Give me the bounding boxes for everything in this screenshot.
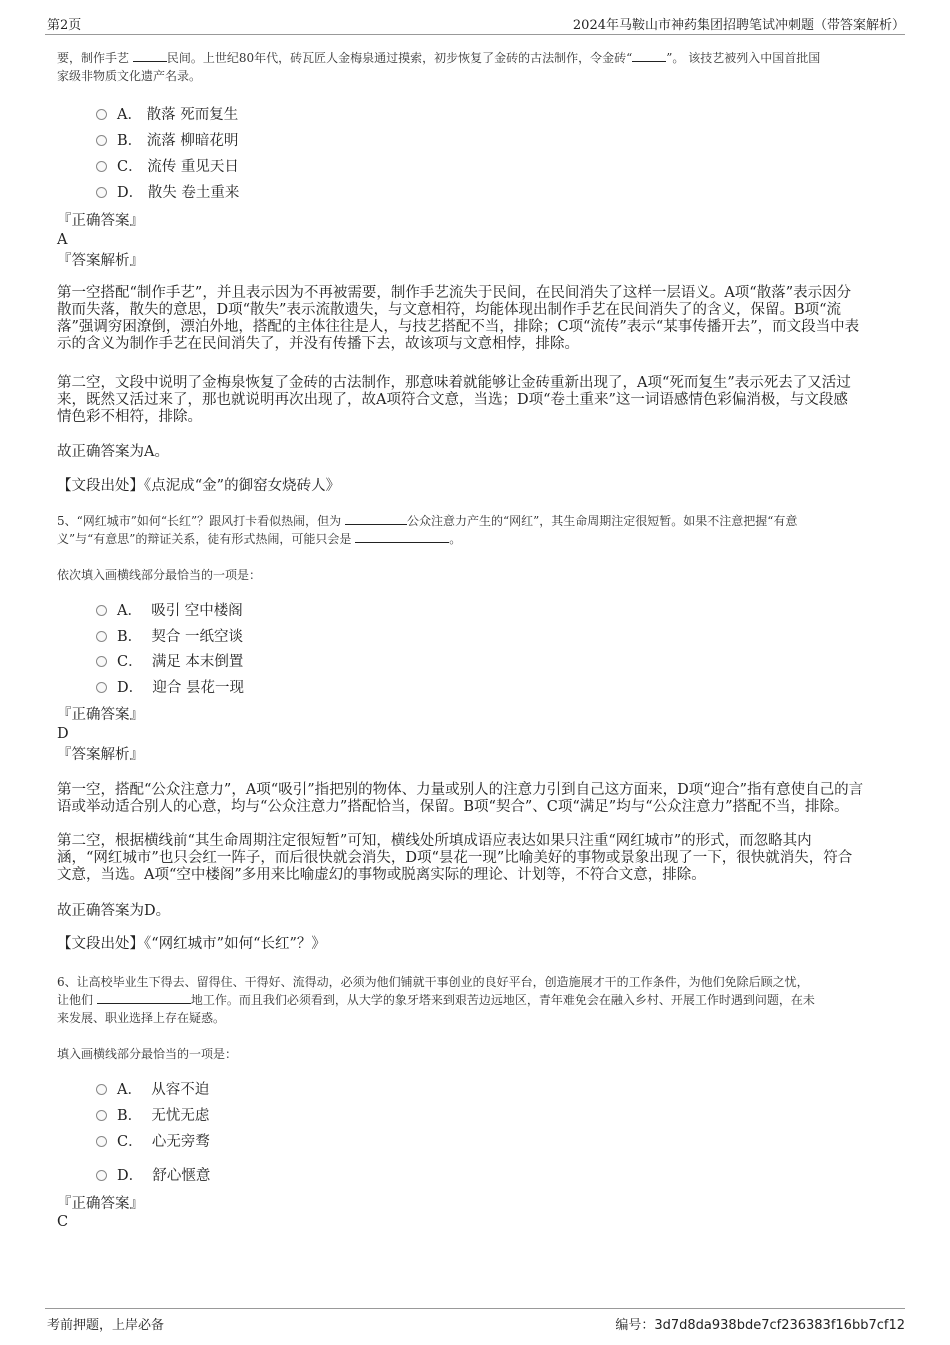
- q5-stem-line2: 义”与“有意思”的辩证关系，徒有形式热闹，可能只会是 。: [57, 532, 462, 546]
- radio-icon[interactable]: [96, 135, 107, 146]
- q5-option-d[interactable]: D． 迎合 昙花一现: [96, 678, 244, 698]
- q5-answer-label: 『正确答案』: [57, 707, 144, 723]
- radio-icon[interactable]: [96, 161, 107, 172]
- radio-icon[interactable]: [96, 1084, 107, 1095]
- footer-slogan: 考前押题，上岸必备: [47, 1318, 165, 1333]
- radio-icon[interactable]: [96, 682, 107, 693]
- q5-source: 【文段出处】《“网红城市”如何“长红”？》: [57, 936, 326, 952]
- q6-answer-label: 『正确答案』: [57, 1196, 144, 1212]
- fill-blank: [632, 49, 666, 62]
- q5-analysis-p1: 第一空，搭配“公众注意力”，A项“吸引”指把别的物体、力量或别人的注意力引到自己这方面来，D项“迎合”指有意使自己的言 语或举动适合别人的心意，均与“公众注意力”搭配恰当，保留。B项“契合”、C项“满足”均与“公众注意力”搭配不当，排除。: [57, 782, 864, 815]
- radio-icon[interactable]: [96, 1110, 107, 1121]
- q6-stem-line2: 让他们 地工作。而且我们必须看到，从大学的象牙塔来到艰苦边远地区，青年难免会在融入乡村、开展工作时遇到问题，在未: [57, 993, 815, 1007]
- q4-stem: [57, 49, 895, 85]
- radio-icon[interactable]: [96, 1136, 107, 1147]
- q5-option-c[interactable]: C． 满足 本末倒置: [96, 652, 243, 672]
- q6-stem-line3: 来发展、职业选择上存在疑惑。: [57, 1011, 226, 1025]
- radio-icon[interactable]: [96, 109, 107, 120]
- q5-answer: D: [57, 726, 69, 742]
- fill-blank: [345, 512, 407, 525]
- q5-stem: [57, 512, 895, 548]
- q4-source: 【文段出处】《点泥成“金”的御窑女烧砖人》: [57, 478, 341, 494]
- radio-icon[interactable]: [96, 605, 107, 616]
- q5-instruction: 依次填入画横线部分最恰当的一项是：: [57, 568, 262, 582]
- q4-analysis-label: 『答案解析』: [57, 253, 144, 269]
- q4-answer: A: [57, 232, 68, 248]
- fill-blank: [97, 991, 191, 1004]
- q5-analysis-label: 『答案解析』: [57, 747, 144, 763]
- q4-option-a[interactable]: A． 散落 死而复生: [96, 105, 238, 125]
- q4-analysis-p2: 第二空，文段中说明了金梅泉恢复了金砖的古法制作，那意味着就能够让金砖重新出现了，A项“死而复生”表示死去了又活过 来，既然又活过来了，那也就说明再次出现了，故A项符合文意，当选；D项“卷土重来”这一词语感情色彩偏消极，与文段感 情色彩不相符，排除。: [57, 375, 851, 425]
- radio-icon[interactable]: [96, 187, 107, 198]
- q6-stem: [57, 973, 895, 1027]
- q5-stem-line1: 5、“网红城市”如何“长红”？跟风打卡看似热闹，但为 公众注意力产生的“网红”，其生命周期注定很短暂。如果不注意把握“有意: [57, 514, 798, 528]
- q4-stem-line1: 要，制作手艺 民间。上世纪80年代，砖瓦匠人金梅泉通过摸索，初步恢复了金砖的古法制作，令金砖“ ”。 该技艺被列入中国首批国: [57, 51, 821, 65]
- q4-stem-line2: 家级非物质文化遗产名录。: [57, 69, 202, 83]
- q5-option-b[interactable]: B． 契合 一纸空谈: [96, 627, 243, 647]
- q6-answer: C: [57, 1214, 69, 1230]
- q6-option-a[interactable]: A． 从容不迫: [96, 1080, 209, 1100]
- q5-analysis-p2: 第二空，根据横线前“其生命周期注定很短暂”可知，横线处所填成语应表达如果只注重“网红城市”的形式，而忽略其内 涵，“网红城市”也只会红一阵子，而后很快就会消失，D项“昙花一现”比喻美好的事物或景象出现了一下，很快就消失，符合 文意，当选。A项“空中楼阁”多用来比喻虚幻的事物或脱离实际的理论、计划等，不符合文意，排除。: [57, 833, 853, 883]
- q4-option-c[interactable]: C． 流传 重见天日: [96, 157, 239, 177]
- radio-icon[interactable]: [96, 1170, 107, 1181]
- document-code: 编号：3d7d8da938bde7cf236383f16bb7cf12: [615, 1318, 905, 1333]
- q6-option-d[interactable]: D． 舒心惬意: [96, 1166, 210, 1186]
- page-number: 第2页: [47, 18, 82, 33]
- radio-icon[interactable]: [96, 631, 107, 642]
- q6-stem-line1: 6、让高校毕业生下得去、留得住、干得好、流得动，必须为他们铺就干事创业的良好平台，创造施展才干的工作条件，为他们免除后顾之忧，: [57, 975, 809, 989]
- radio-icon[interactable]: [96, 656, 107, 667]
- q6-option-b[interactable]: B． 无忧无虑: [96, 1106, 209, 1126]
- q5-conclusion: 故正确答案为D。: [57, 903, 171, 919]
- q5-option-a[interactable]: A． 吸引 空中楼阁: [96, 601, 243, 621]
- document-title: 2024年马鞍山市神药集团招聘笔试冲刺题（带答案解析）: [572, 18, 905, 33]
- q4-conclusion: 故正确答案为A。: [57, 444, 169, 460]
- q6-instruction: 填入画横线部分最恰当的一项是：: [57, 1047, 238, 1061]
- fill-blank: [355, 530, 449, 543]
- fill-blank: [133, 49, 167, 62]
- q4-option-d[interactable]: D． 散失 卷土重来: [96, 183, 239, 203]
- header-divider: [45, 34, 905, 35]
- q4-option-b[interactable]: B． 流落 柳暗花明: [96, 131, 238, 151]
- q4-analysis-p1: 第一空搭配“制作手艺”，并且表示因为不再被需要，制作手艺流失于民间，在民间消失了这样一层语义。A项“散落”表示因分 散而失落，散失的意思，D项“散失”表示流散遗失，与文意相符，均能体现出制作手艺在民间消失了的含义，保留。B项“流 落”强调穷困潦倒，漂泊外地，搭配的主体往往是人，与技艺搭配不当，排除；C项“流传”表示“某事传播开去”，而文段当中表 示的含义为制作手艺在民间消失了，并没有传播下去，故该项与文意相悖，排除。: [57, 285, 860, 352]
- footer-divider: [45, 1308, 905, 1309]
- q6-option-c[interactable]: C． 心无旁骛: [96, 1132, 210, 1152]
- q4-answer-label: 『正确答案』: [57, 213, 144, 229]
